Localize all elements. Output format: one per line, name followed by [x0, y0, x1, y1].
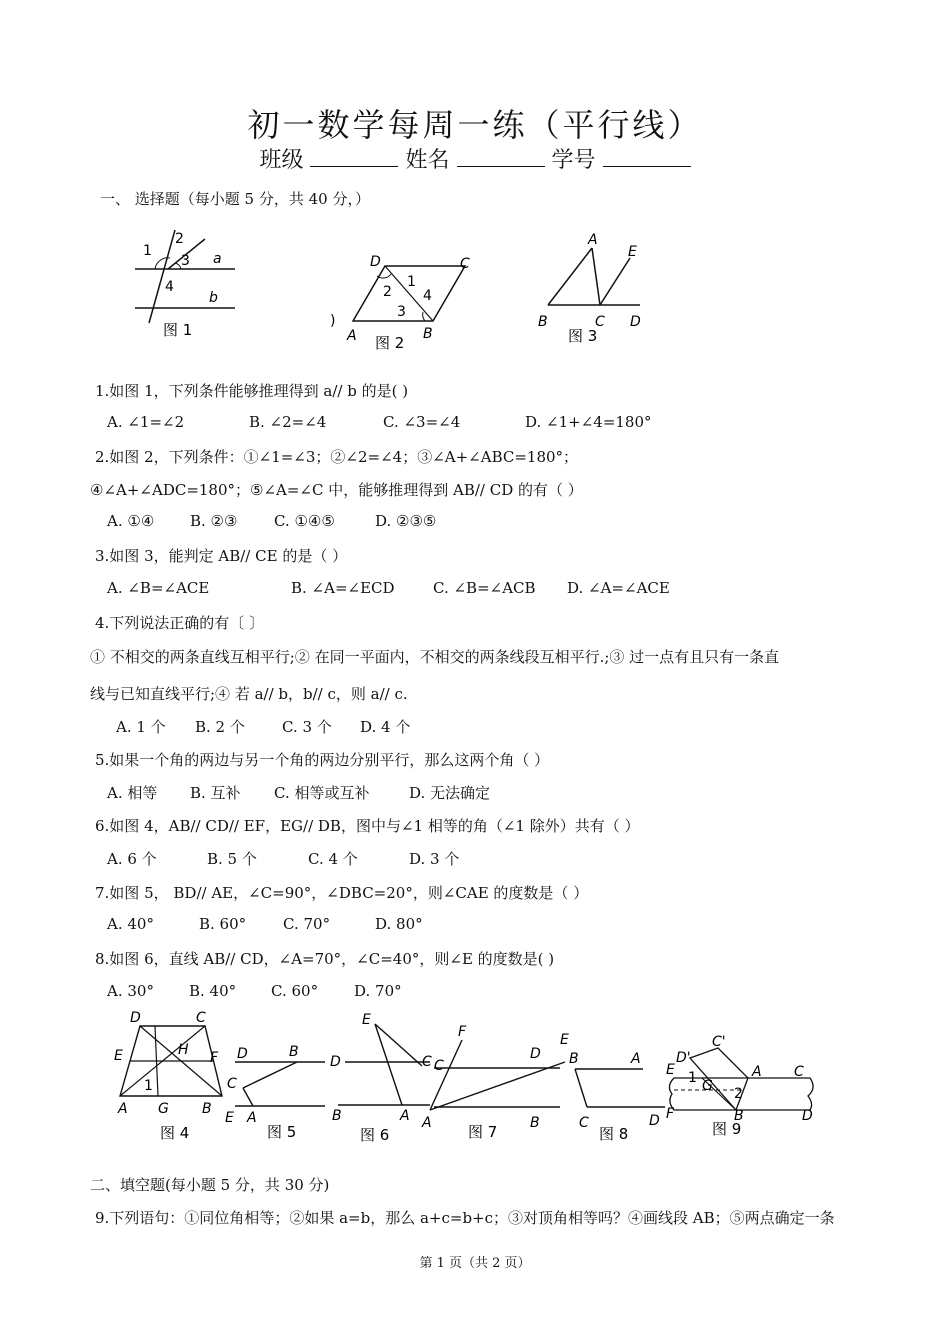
segment-bc [243, 1062, 297, 1088]
fig2-label: ) [330, 313, 336, 329]
fig2-label: 4 [423, 288, 432, 304]
fig9-label: E [666, 1062, 675, 1078]
fig1-label: 3 [181, 253, 190, 269]
fig4-label: F [210, 1050, 219, 1066]
option-d[interactable]: D. 3 个 [409, 850, 460, 868]
option-b[interactable]: B. 60° [199, 915, 247, 933]
fig7-label: C [434, 1058, 444, 1074]
question-4-stem-cont2: 线与已知直线平行;④ 若 a// b，b// c，则 a// c. [90, 685, 408, 703]
question-4-stem: 4.下列说法正确的有〔 〕 [95, 614, 265, 632]
fig4-label: C [196, 1010, 206, 1026]
fig3-label: C [595, 314, 605, 330]
fig3-label: D [630, 314, 641, 330]
fig6-label: B [332, 1108, 342, 1124]
fig2-label: D [370, 254, 381, 270]
question-4-stem-cont: ① 不相交的两条直线互相平行;② 在同一平面内，不相交的两条线段互相平行.;③ 过一点有且只有一条直 [90, 648, 780, 666]
segment-ca [243, 1088, 253, 1106]
name-blank[interactable] [457, 148, 545, 167]
option-d[interactable]: D. 80° [375, 915, 423, 933]
fig5-label: A [247, 1110, 257, 1126]
option-a[interactable]: A. ∠B=∠ACE [107, 579, 210, 597]
fig1-caption: 图 1 [163, 321, 193, 339]
fig2-label: 2 [383, 284, 392, 300]
fig2-label: 1 [407, 274, 416, 290]
fig8-label: D [649, 1113, 660, 1129]
line-af [430, 1040, 462, 1110]
question-2-stem: 2.如图 2，下列条件：①∠1=∠3；②∠2=∠4；③∠A+∠ABC=180°； [95, 448, 579, 466]
fig1-label: 1 [143, 243, 152, 259]
ray-ce [600, 258, 630, 305]
figure-1 [125, 225, 245, 344]
option-b[interactable]: B. 2 个 [195, 718, 245, 736]
question-6-stem: 6.如图 4，AB// CD// EF，EG// DB，图中与∠1 相等的角（∠1 除外）共有（ ） [95, 817, 640, 835]
fig4-caption: 图 4 [160, 1124, 190, 1142]
fig1-label: a [213, 251, 222, 267]
figure-4 [110, 1008, 230, 1152]
fig9-label: C [794, 1064, 804, 1080]
option-b[interactable]: B. ∠2=∠4 [249, 413, 327, 431]
question-7-stem: 7.如图 5， BD// AE，∠C=90°，∠DBC=20°，则∠CAE 的度数是（ ） [95, 884, 589, 902]
fig3-label: E [628, 244, 637, 260]
option-a[interactable]: A. 30° [107, 982, 154, 1000]
fig5-label: C [227, 1076, 237, 1092]
fig9-label: D [802, 1108, 813, 1124]
option-d[interactable]: D. 4 个 [360, 718, 411, 736]
option-d[interactable]: D. 无法确定 [409, 784, 491, 802]
fig7-caption: 图 7 [468, 1123, 498, 1141]
fig6-label: C [422, 1054, 432, 1070]
fig8-label: C [579, 1115, 589, 1131]
class-label: 班级 [259, 148, 304, 173]
fig5-label: B [289, 1044, 299, 1060]
fig8-label: B [569, 1051, 579, 1067]
name-label: 姓名 [405, 148, 450, 173]
option-c[interactable]: C. 70° [283, 915, 331, 933]
question-8-stem: 8.如图 6，直线 AB// CD，∠A=70°，∠C=40°，则∠E 的度数是( ) [95, 950, 555, 968]
option-a[interactable]: A. 6 个 [107, 850, 157, 868]
fig1-label: 4 [165, 279, 174, 295]
option-c[interactable]: C. ∠3=∠4 [383, 413, 461, 431]
figure-8 [565, 1045, 675, 1149]
option-a[interactable]: A. 相等 [107, 784, 158, 802]
option-b[interactable]: B. 互补 [190, 784, 241, 802]
fig9-label: 2 [734, 1086, 743, 1102]
fig5-label: E [225, 1110, 234, 1126]
fig3-caption: 图 3 [568, 327, 598, 345]
fig4-label: 1 [144, 1078, 153, 1094]
fig5-label: D [237, 1046, 248, 1062]
fig3-label: B [538, 314, 548, 330]
fig4-label: B [202, 1101, 212, 1117]
line-ae [430, 1062, 565, 1110]
fig4-label: G [158, 1101, 169, 1117]
fig9-label: C' [712, 1034, 726, 1050]
fig1-label: 2 [175, 231, 184, 247]
option-c[interactable]: C. ∠B=∠ACB [433, 579, 536, 597]
fig1-label: b [209, 290, 218, 306]
fig9-label: 1 [688, 1070, 697, 1086]
fig6-caption: 图 6 [360, 1126, 390, 1144]
option-b[interactable]: B. 40° [189, 982, 237, 1000]
fig2-label: 3 [397, 304, 406, 320]
option-b[interactable]: B. ②③ [190, 512, 238, 530]
question-1-stem: 1.如图 1，下列条件能够推理得到 a// b 的是( ) [95, 382, 409, 400]
fig6-label: A [400, 1108, 410, 1124]
option-c[interactable]: C. 3 个 [282, 718, 332, 736]
fig3-label: A [588, 232, 598, 248]
fig9-label: G [702, 1078, 713, 1094]
segment-ba [548, 248, 592, 305]
fig7-label: B [530, 1115, 540, 1131]
section1-heading: 一、 选择题（每小题 5 分，共 40 分，） [100, 190, 370, 208]
fig4-label: H [178, 1042, 189, 1058]
option-d[interactable]: D. 70° [354, 982, 402, 1000]
fig9-label: A [752, 1064, 762, 1080]
figure-5 [225, 1040, 330, 1149]
page-footer: 第 1 页（共 2 页） [419, 1256, 531, 1271]
fig8-label: A [631, 1051, 641, 1067]
option-c[interactable]: C. 4 个 [308, 850, 358, 868]
fig7-label: D [530, 1046, 541, 1062]
segment-ac [592, 248, 600, 305]
option-c[interactable]: C. 60° [271, 982, 319, 1000]
fig4-label: A [118, 1101, 128, 1117]
option-c[interactable]: C. 相等或互补 [274, 784, 370, 802]
fig7-label: F [458, 1024, 467, 1040]
figure-2 [325, 250, 485, 359]
option-c[interactable]: C. ①④⑤ [274, 512, 335, 530]
student-info-line [0, 143, 950, 174]
fig2-label: B [423, 326, 433, 342]
fig5-caption: 图 5 [267, 1123, 297, 1141]
fig6-label: D [330, 1054, 341, 1070]
fig7-label: A [422, 1115, 432, 1131]
fig9-caption: 图 9 [712, 1120, 742, 1138]
transversal-1 [149, 230, 175, 323]
fig2-caption: 图 2 [375, 334, 405, 352]
fig9-label: D' [676, 1050, 691, 1066]
option-a[interactable]: A. 40° [107, 915, 154, 933]
fig4-label: E [114, 1048, 123, 1064]
figure-3 [530, 228, 650, 352]
option-a[interactable]: A. ∠1=∠2 [107, 413, 185, 431]
segment-bc [575, 1069, 587, 1107]
id-blank[interactable] [603, 148, 691, 167]
option-b[interactable]: B. ∠A=∠ECD [291, 579, 395, 597]
fig8-caption: 图 8 [599, 1125, 629, 1143]
section2-heading: 二、填空题(每小题 5 分，共 30 分) [90, 1176, 330, 1194]
figure-9 [662, 1034, 822, 1152]
fig9-label: F [666, 1106, 675, 1122]
figure-7 [420, 1022, 580, 1151]
id-label: 学号 [551, 148, 596, 173]
fig9-label: B [734, 1108, 744, 1124]
fig6-label: E [362, 1012, 371, 1028]
fig2-label: C [460, 256, 470, 272]
option-a[interactable]: A. ①④ [107, 512, 155, 530]
fig7-label: E [560, 1032, 569, 1048]
option-d[interactable]: D. ∠1+∠4=180° [525, 413, 652, 431]
question-9-stem: 9.下列语句：①同位角相等；②如果 a=b，那么 a+c=b+c；③对顶角相等吗？④画线段 AB；⑤两点确定一条 [95, 1209, 835, 1227]
question-2-stem-cont: ④∠A+∠ADC=180°；⑤∠A=∠C 中，能够推理得到 AB// CD 的有（ ） [90, 481, 583, 499]
fig4-label: D [130, 1010, 141, 1026]
option-b[interactable]: B. 5 个 [207, 850, 257, 868]
question-5-stem: 5.如果一个角的两边与另一个角的两边分别平行，那么这两个角（ ） [95, 751, 550, 769]
option-d[interactable]: D. ∠A=∠ACE [567, 579, 670, 597]
option-d[interactable]: D. ②③⑤ [375, 512, 437, 530]
question-3-stem: 3.如图 3，能判定 AB// CE 的是（ ） [95, 547, 348, 565]
page-title: 初一数学每周一练（平行线） [247, 106, 703, 144]
fig2-label: A [347, 328, 357, 344]
class-blank[interactable] [310, 148, 398, 167]
option-a[interactable]: A. 1 个 [116, 718, 166, 736]
